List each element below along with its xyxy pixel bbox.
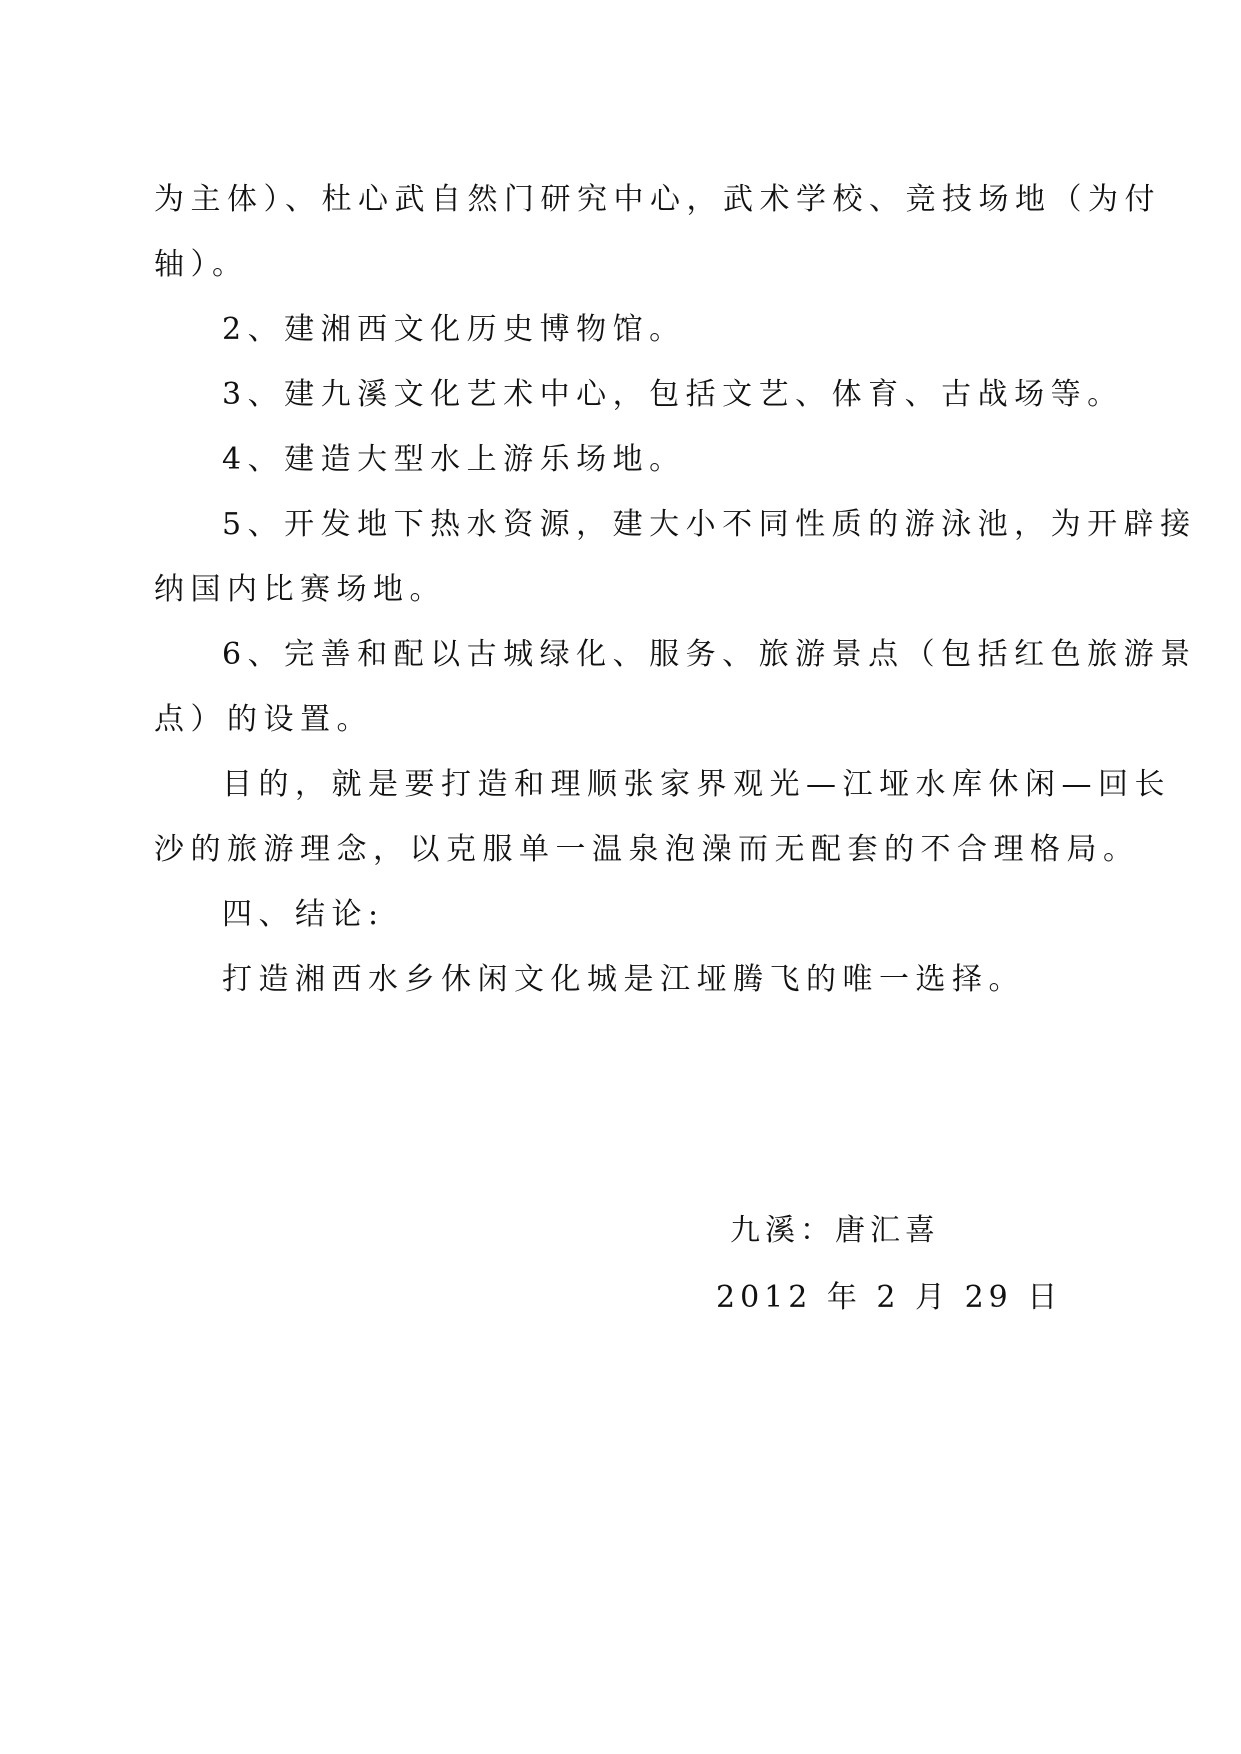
signature-author: 九溪：唐汇喜	[730, 1213, 940, 1248]
purpose-paragraph: 目的，就是要打造和理顺张家界观光—江垭水库休闲—回长	[222, 767, 1171, 802]
list-item-3: 3、建九溪文化艺术中心，包括文艺、体育、古战场等。	[222, 377, 1124, 412]
paragraph-line: 沙的旅游理念，以克服单一温泉泡澡而无配套的不合理格局。	[154, 832, 1140, 867]
paragraph-line: 轴）。	[154, 247, 249, 282]
list-item-2: 2、建湘西文化历史博物馆。	[222, 312, 686, 347]
conclusion-text: 打造湘西水乡休闲文化城是江垭腾飞的唯一选择。	[222, 962, 1025, 997]
signature-date: 2012 年 2 月 29 日	[716, 1280, 1063, 1315]
paragraph-line: 点）的设置。	[154, 702, 373, 737]
section-heading: 四、结论:	[222, 897, 385, 932]
list-item-6: 6、完善和配以古城绿化、服务、旅游景点（包括红色旅游景	[222, 637, 1197, 672]
list-item-4: 4、建造大型水上游乐场地。	[222, 442, 686, 477]
list-item-5: 5、开发地下热水资源，建大小不同性质的游泳池，为开辟接	[222, 507, 1197, 542]
paragraph-line: 为主体）、杜心武自然门研究中心，武术学校、竞技场地（为付	[154, 182, 1161, 217]
paragraph-line: 纳国内比赛场地。	[154, 572, 446, 607]
